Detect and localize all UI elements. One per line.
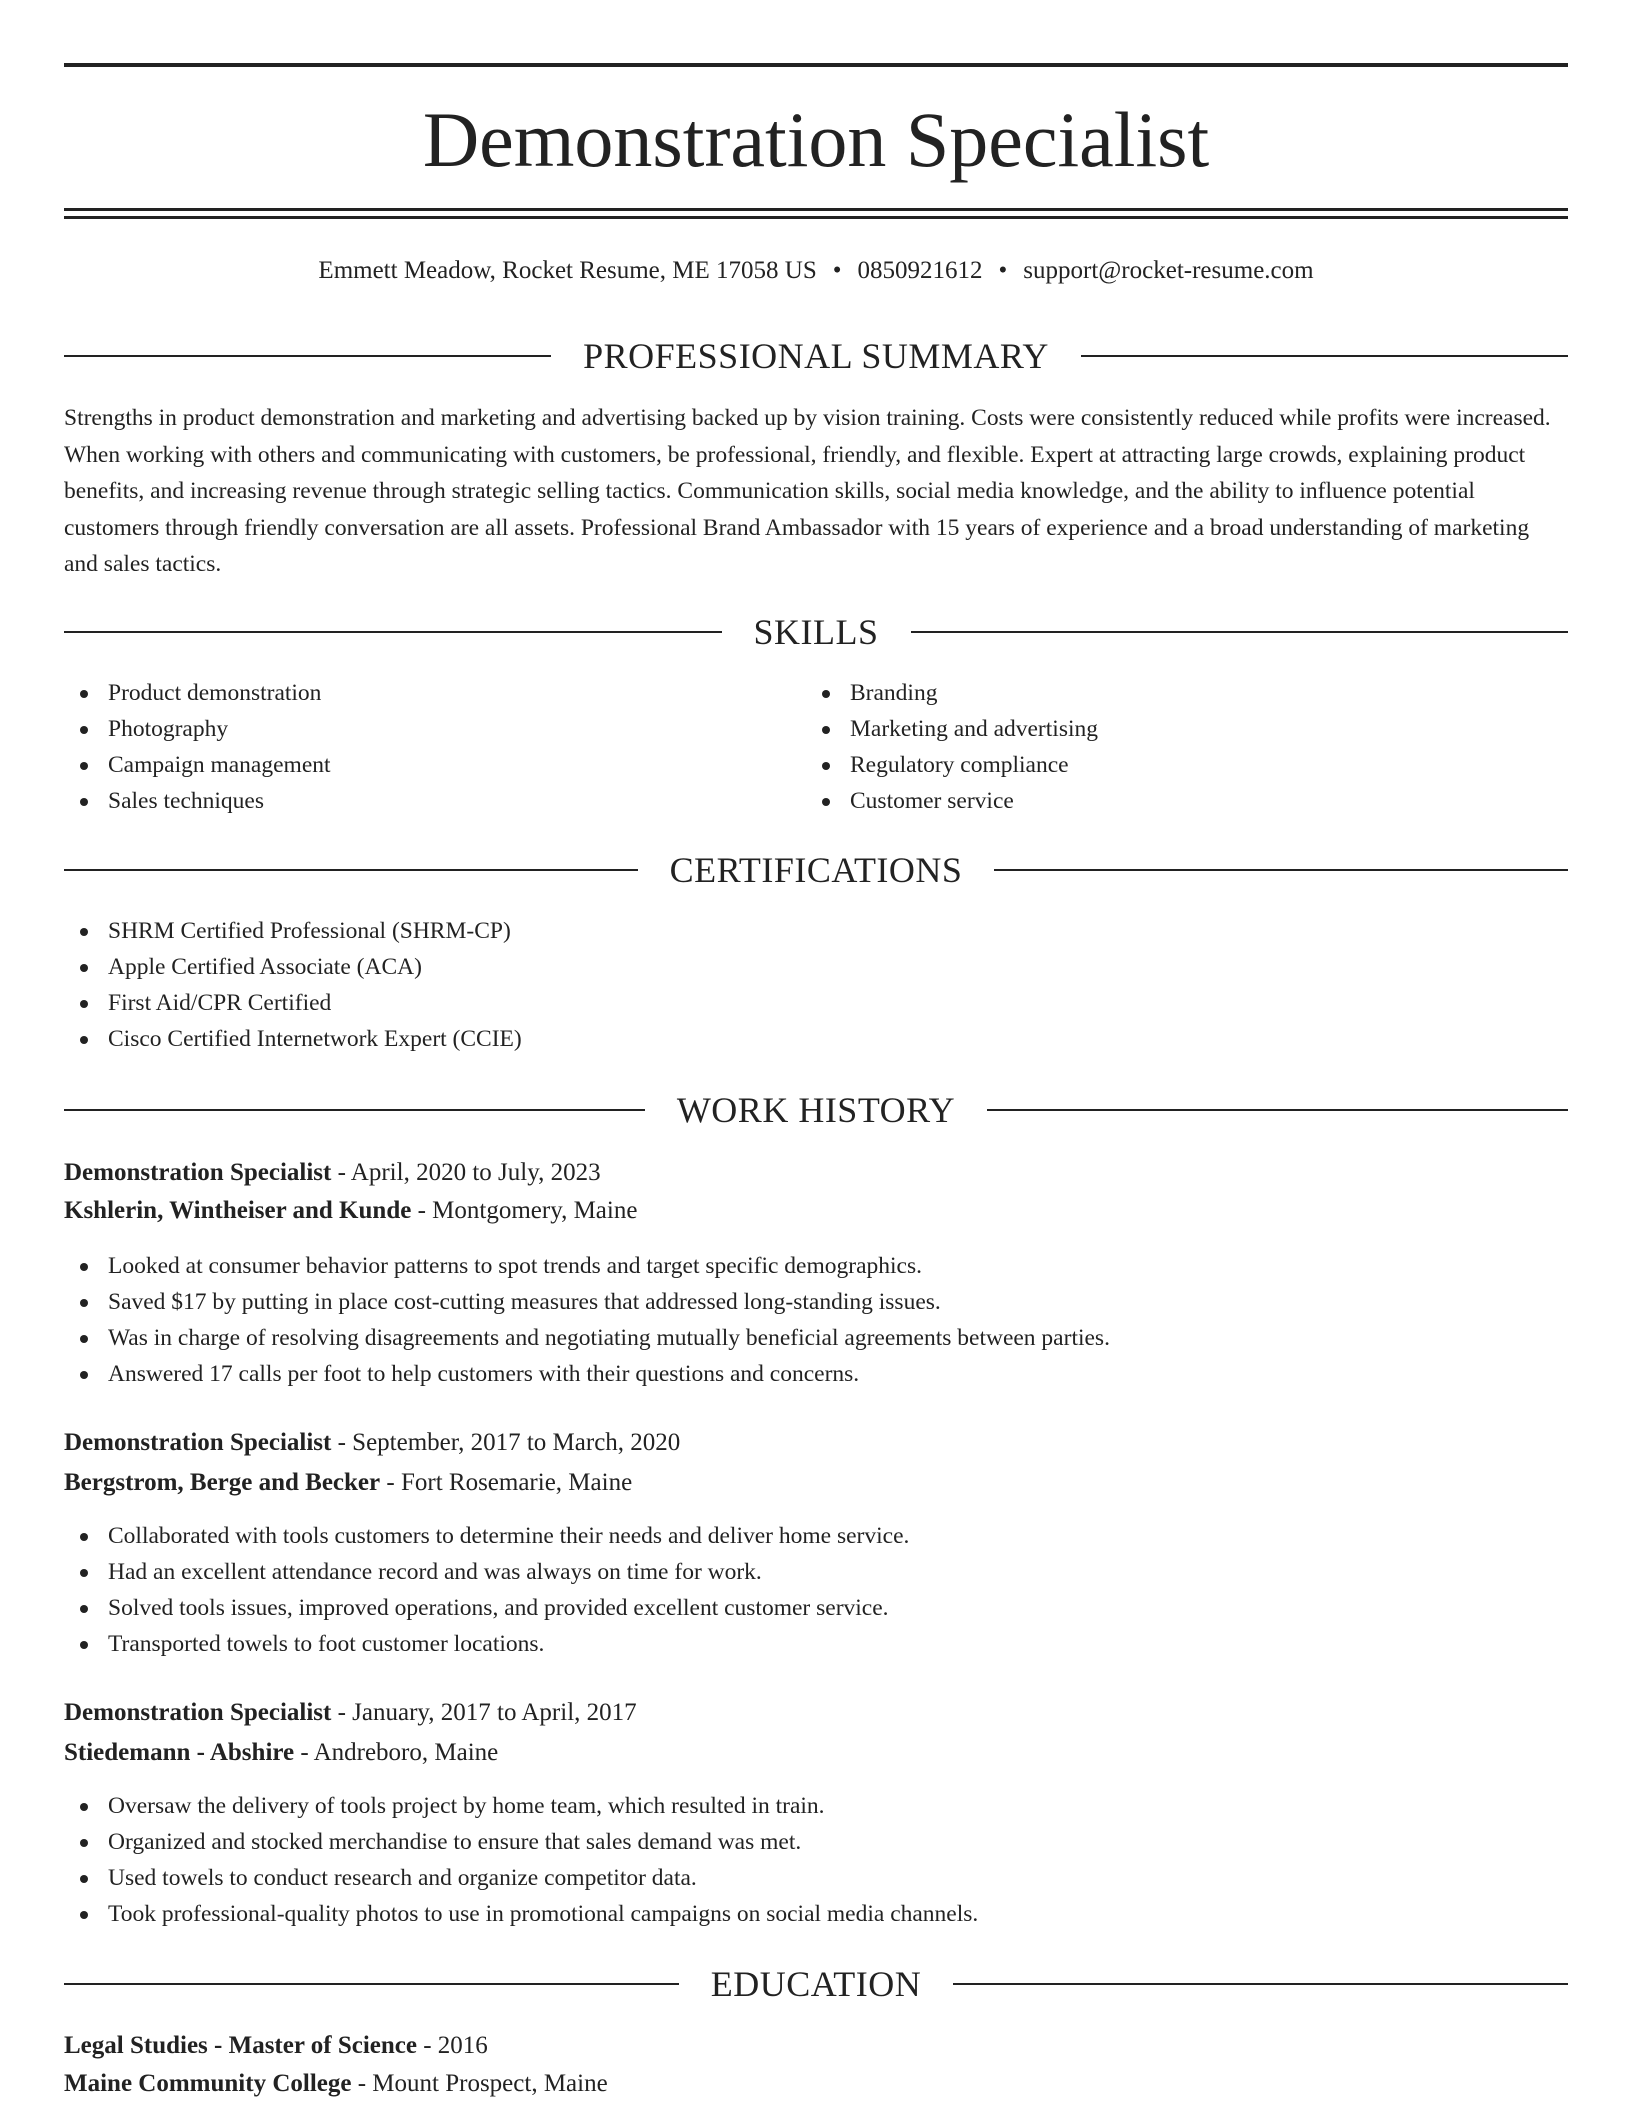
job-location: - Fort Rosemarie, Maine [380,1469,633,1496]
contact-line [64,254,1568,288]
certifications-heading-text: CERTIFICATIONS [669,850,963,890]
job-bullet: Saved $17 by putting in place cost-cutting measures that addressed long-standing issues. [64,1284,1110,1320]
heading-rule-right [987,1109,1568,1111]
skill-item: Customer service [806,783,1098,819]
work-heading-text: WORK HISTORY [676,1090,956,1130]
skill-item: Marketing and advertising [806,711,1098,747]
education-year: - 2016 [416,2032,488,2059]
heading-rule-left [64,869,638,871]
heading-rule-left [64,355,551,357]
job-bullet: Transported towels to foot customer locations. [64,1626,909,1662]
summary-heading [64,334,1568,378]
skills-heading-text: SKILLS [753,612,879,652]
skill-item: Product demonstration [64,675,331,711]
job-bullet: Took professional-quality photos to use in promotional campaigns on social media channels. [64,1896,978,1932]
contact-separator: • [998,257,1008,284]
job-company: Bergstrom, Berge and Becker [64,1469,381,1496]
education-school: Maine Community College [64,2070,352,2097]
summary-text: Strengths in product demonstration and marketing and advertising backed up by vision training. Costs were consistently reduced while profits were increased. When working with others and communicating with customers, be professional, friendly, and flexible. Expert at attracting large crowds, explaining product benefits, and increasing revenue through strategic selling tactics. Communication skills, social media knowledge, and the ability to influence potential customers through friendly conversation are all assets. Professional Brand Ambassador with 15 years of experience and a broad understanding of marketing and sales tactics. [64,405,1551,577]
resume-name: Demonstration Specialist [422,96,1210,183]
header-top-rule [64,63,1568,67]
heading-rule-left [64,631,722,633]
job-title-line [64,1425,680,1461]
job-bullets [64,1788,978,1932]
skill-item: Branding [806,675,1098,711]
contact-separator: • [832,257,842,284]
skills-heading [64,610,1568,654]
job-company-line [64,1465,632,1501]
header-bottom-rule [64,208,1568,211]
job-bullet: Collaborated with tools customers to determine their needs and deliver home service. [64,1518,909,1554]
certification-item: Apple Certified Associate (ACA) [64,949,522,985]
job-bullet: Looked at consumer behavior patterns to spot trends and target specific demographics. [64,1248,1110,1284]
job-dates: - September, 2017 to March, 2020 [331,1429,681,1456]
job-company-line [64,1193,637,1229]
job-bullet: Organized and stocked merchandise to ensure that sales demand was met. [64,1824,978,1860]
job-title: Demonstration Specialist [64,1699,332,1726]
job-bullets [64,1248,1110,1392]
skills-list-right [806,675,1098,819]
work-heading [64,1088,1568,1132]
job-bullet: Was in charge of resolving disagreements and negotiating mutually beneficial agreements between parties. [64,1320,1110,1356]
certification-item: SHRM Certified Professional (SHRM-CP) [64,913,522,949]
job-company-line [64,1735,498,1771]
skill-item: Regulatory compliance [806,747,1098,783]
skill-item: Photography [64,711,331,747]
education-heading-text: EDUCATION [710,1964,922,2004]
summary-heading-text: PROFESSIONAL SUMMARY [583,336,1049,376]
education-degree: Legal Studies - Master of Science [64,2032,417,2059]
job-company: Kshlerin, Wintheiser and Kunde [64,1197,412,1224]
job-title: Demonstration Specialist [64,1159,332,1186]
certification-item: First Aid/CPR Certified [64,985,522,1021]
job-bullet: Oversaw the delivery of tools project by home team, which resulted in train. [64,1788,978,1824]
job-location: - Montgomery, Maine [411,1197,638,1224]
education-heading [64,1962,1568,2006]
job-title-line [64,1155,601,1191]
skill-item: Sales techniques [64,783,331,819]
education-school-line [64,2066,608,2102]
job-dates: - January, 2017 to April, 2017 [331,1699,637,1726]
contact-phone: 0850921612 [857,257,983,284]
job-bullet: Had an excellent attendance record and was always on time for work. [64,1554,909,1590]
heading-rule-right [911,631,1569,633]
job-bullet: Used towels to conduct research and organize competitor data. [64,1860,978,1896]
job-company: Stiedemann - Abshire [64,1739,295,1766]
certifications-list [64,913,522,1057]
education-degree-line [64,2028,488,2064]
heading-rule-left [64,1109,645,1111]
job-location: - Andreboro, Maine [294,1739,499,1766]
job-title-line [64,1695,637,1731]
skills-list-left [64,675,331,819]
job-title: Demonstration Specialist [64,1429,332,1456]
heading-rule-left [64,1983,679,1985]
job-bullet: Solved tools issues, improved operations, and provided excellent customer service. [64,1590,909,1626]
job-bullet: Answered 17 calls per foot to help customers with their questions and concerns. [64,1356,1110,1392]
heading-rule-right [1081,355,1568,357]
contact-address: Emmett Meadow, Rocket Resume, ME 17058 US [318,257,817,284]
job-bullets [64,1518,909,1662]
certification-item: Cisco Certified Internetwork Expert (CCIE) [64,1021,522,1057]
education-location: - Mount Prospect, Maine [351,2070,608,2097]
header-bottom-rule-2 [64,216,1568,219]
certifications-heading [64,848,1568,892]
job-dates: - April, 2020 to July, 2023 [331,1159,601,1186]
skill-item: Campaign management [64,747,331,783]
contact-email: support@rocket-resume.com [1023,257,1314,284]
heading-rule-right [994,869,1568,871]
heading-rule-right [953,1983,1568,1985]
